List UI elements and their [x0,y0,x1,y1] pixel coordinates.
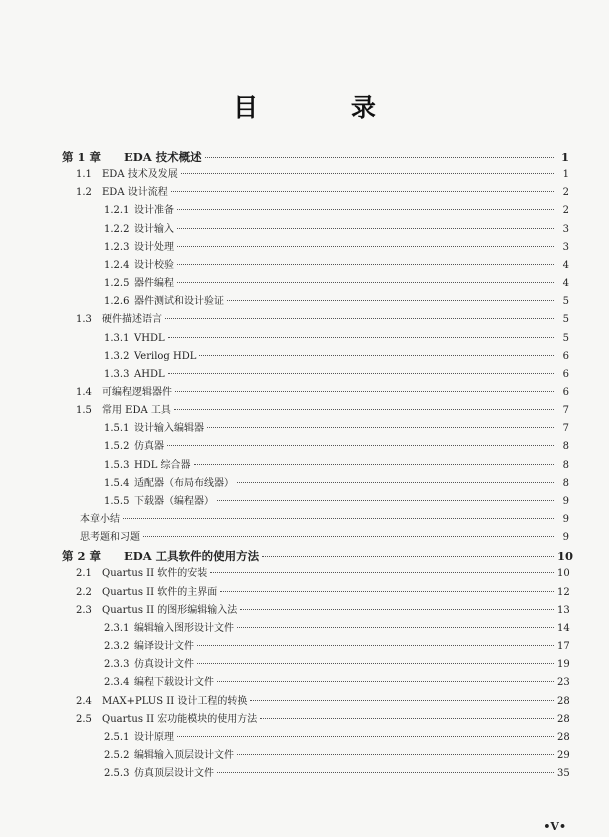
toc-entry-title: Quartus II 软件的安装 [102,568,208,580]
dot-leader [237,627,554,628]
toc-entry-page: 6 [562,386,569,398]
toc-entry-number: 1.5.1 [104,423,130,435]
toc-entry-number: 2.5.3 [104,768,130,780]
toc-entry [0,729,569,747]
toc-entry-page: 9 [562,532,569,544]
toc-entry-number: 2.5.1 [104,731,130,743]
dot-leader [177,209,554,210]
toc-entry-page: 2 [562,187,569,199]
toc-entry [0,275,569,293]
toc-entry-number: 1.5.2 [104,441,130,453]
toc-entry-page: 9 [562,495,569,507]
toc-entry-number: 2.4 [76,695,92,707]
toc-entry-title: 可编程逻辑器件 [102,386,172,398]
toc-entry [0,584,569,602]
toc-entry-title: HDL 综合器 [134,459,191,471]
toc-entry [0,674,569,692]
dot-leader [177,282,554,283]
toc-entry [0,765,569,783]
dot-leader [217,772,554,773]
toc-entry-number: 2.3.2 [104,641,130,653]
toc-entry-number: 1.5.5 [104,495,130,507]
toc-entry [0,656,569,674]
toc-entry [0,565,569,583]
toc-entry-number: 1.2.6 [104,296,130,308]
toc-entry-title: 本章小结 [80,514,120,525]
toc-entry [0,293,569,311]
toc-entry-title: EDA 技术及发展 [102,169,178,181]
dot-leader [177,736,554,737]
toc-entry [0,257,569,275]
dot-leader [143,536,554,537]
toc-entry [0,166,569,184]
toc-entry [0,493,569,511]
toc-entry-page: 35 [557,768,570,780]
dot-leader [177,246,554,247]
toc-entry-number: 1.3.3 [104,368,130,380]
toc-entry-title: Quartus II 宏功能模块的使用方法 [102,713,258,725]
toc-entry-number: 2.3 [76,604,92,616]
toc-entry-page: 8 [562,441,569,453]
toc-entry-title: 仿真顶层设计文件 [134,768,214,780]
toc-entry [0,239,569,257]
dot-leader [177,264,554,265]
toc-entry-page: 14 [557,622,570,634]
toc-entry-title: 下载器（编程器） [134,495,214,507]
toc-entry [0,148,569,166]
toc-entry-page: 5 [562,332,569,344]
toc-entry-title: 编译设计文件 [134,641,194,653]
toc-entry-title: EDA 设计流程 [102,187,168,199]
toc-entry [0,511,569,529]
toc-entry-number: 1.3 [76,314,92,326]
dot-leader [171,191,554,192]
toc-entry-page: 9 [562,514,569,525]
toc-entry-page: 4 [562,259,569,271]
toc-entry-page: 3 [562,241,569,253]
dot-leader [175,391,554,392]
dot-leader [262,556,554,557]
toc-entry-title: 器件编程 [134,278,174,290]
toc-entry-number: 1.4 [76,386,92,398]
toc-entry-title: 编辑输入图形设计文件 [134,622,234,634]
dot-leader [197,663,554,664]
toc-entry-page: 4 [562,278,569,290]
toc-entry [0,747,569,765]
toc-entry-page: 17 [557,641,570,653]
dot-leader [220,591,554,592]
toc-entry-page: 28 [557,731,570,743]
toc-entry-title: 仿真设计文件 [134,659,194,671]
toc-entry-number: 第 1 章 [62,150,102,164]
dot-leader [167,445,554,446]
dot-leader [260,718,554,719]
dot-leader [181,173,554,174]
dot-leader [227,300,554,301]
toc-entry-title: Verilog HDL [134,350,197,362]
dot-leader [168,373,554,374]
toc-entry-title: 器件测试和设计验证 [134,296,224,308]
toc-entry-title: 编辑输入顶层设计文件 [134,749,234,761]
toc-entry-number: 1.2.4 [104,259,130,271]
toc-entry [0,620,569,638]
toc-entry-page: 13 [557,604,570,616]
toc-entry-number: 1.1 [76,169,92,181]
toc-entry-page: 6 [562,368,569,380]
toc-entry-number: 1.5.3 [104,459,130,471]
toc-entry [0,475,569,493]
toc-entry [0,438,569,456]
toc-entry-page: 3 [562,223,569,235]
toc-entry-page: 28 [557,713,570,725]
toc-entry-page: 1 [560,150,569,164]
dot-leader [194,464,554,465]
toc-entry-page: 29 [557,749,570,761]
toc-entry-page: 5 [562,314,569,326]
toc-entry-title: 思考题和习题 [80,532,140,544]
toc-entry-page: 1 [562,169,569,181]
toc-entry [0,529,569,547]
page-number: •V• [543,820,566,833]
dot-leader [217,681,554,682]
toc-entry-number: 1.5.4 [104,477,130,489]
dot-leader [168,337,554,338]
toc-entry-title: 编程下载设计文件 [134,677,214,689]
toc-entry-title: 设计处理 [134,241,174,253]
toc-entry-page: 10 [557,568,570,580]
dot-leader [237,482,554,483]
dot-leader [123,518,554,519]
toc-entry-number: 1.2.2 [104,223,130,235]
toc-entry-page: 8 [562,459,569,471]
toc-entry-page: 12 [557,586,570,598]
toc-entry-title: EDA 工具软件的使用方法 [124,549,260,564]
toc-entry [0,693,569,711]
toc-entry [0,311,569,329]
toc-entry-title: 设计原理 [134,731,174,743]
toc-entry-title: AHDL [134,368,165,380]
dot-leader [197,645,554,646]
toc-entry-title: 设计输入 [134,223,174,235]
dot-leader [210,572,554,573]
toc-entry [0,366,569,384]
dot-leader [250,700,554,701]
dot-leader [174,409,554,410]
toc-entry [0,184,569,202]
toc-entry [0,457,569,475]
toc-entry-page: 6 [562,350,569,362]
toc-entry [0,638,569,656]
toc-entry-number: 第 2 章 [62,549,102,564]
toc-entry-number: 2.3.1 [104,622,130,634]
toc-entry-page: 23 [557,677,570,689]
toc-entry-number: 2.3.3 [104,659,130,671]
toc-entry-title: VHDL [134,332,165,344]
toc-entry [0,420,569,438]
toc-entry-number: 1.3.1 [104,332,130,344]
toc-entry-number: 2.2 [76,586,92,598]
toc-entry-title: 设计输入编辑器 [134,423,204,435]
dot-leader [165,318,554,319]
dot-leader [205,157,554,158]
toc-entry-number: 1.2.5 [104,278,130,290]
toc-entry-title: 常用 EDA 工具 [102,405,171,417]
toc-entry-number: 1.2 [76,187,92,199]
page-title: 目 录 [233,93,418,122]
toc-entry-title: 设计准备 [134,205,174,217]
toc-entry [0,221,569,239]
toc-entry-title: 硬件描述语言 [102,314,162,326]
dot-leader [240,609,554,610]
toc-entry-number: 1.5 [76,405,92,417]
dot-leader [207,427,554,428]
toc-entry [0,348,569,366]
toc-entry-page: 2 [562,205,569,217]
toc-entry-title: Quartus II 软件的主界面 [102,586,218,598]
toc-entry-number: 1.3.2 [104,350,130,362]
toc-entry-number: 1.2.1 [104,205,130,217]
toc-entry [0,547,574,565]
dot-leader [177,228,554,229]
toc-entry-page: 28 [557,695,570,707]
dot-leader [217,500,554,501]
toc-entry [0,330,569,348]
toc-entry-number: 2.5.2 [104,749,130,761]
toc-entry-page: 10 [557,549,574,564]
toc-entry-title: 设计校验 [134,259,174,271]
toc-entry-title: Quartus II 的图形编辑输入法 [102,604,238,616]
toc-entry-title: EDA 技术概述 [124,150,202,164]
toc-entry-page: 19 [557,659,570,671]
dot-leader [237,754,554,755]
toc-entry [0,202,569,220]
toc-entry-number: 2.5 [76,713,92,725]
toc-entry-number: 2.3.4 [104,677,130,689]
dot-leader [199,355,554,356]
toc-entry-page: 7 [562,423,569,435]
toc-entry-page: 7 [562,405,569,417]
toc-entry-title: MAX+PLUS II 设计工程的转换 [102,695,248,707]
toc-entry-number: 1.2.3 [104,241,130,253]
toc-entry [0,602,569,620]
toc-entry-title: 仿真器 [134,441,164,453]
toc-entry-number: 2.1 [76,568,92,580]
toc-entry-page: 5 [562,296,569,308]
toc-entry-title: 适配器（布局布线器） [134,477,234,489]
toc-entry-page: 8 [562,477,569,489]
toc-entry [0,384,569,402]
toc-entry [0,711,569,729]
toc-entry [0,402,569,420]
